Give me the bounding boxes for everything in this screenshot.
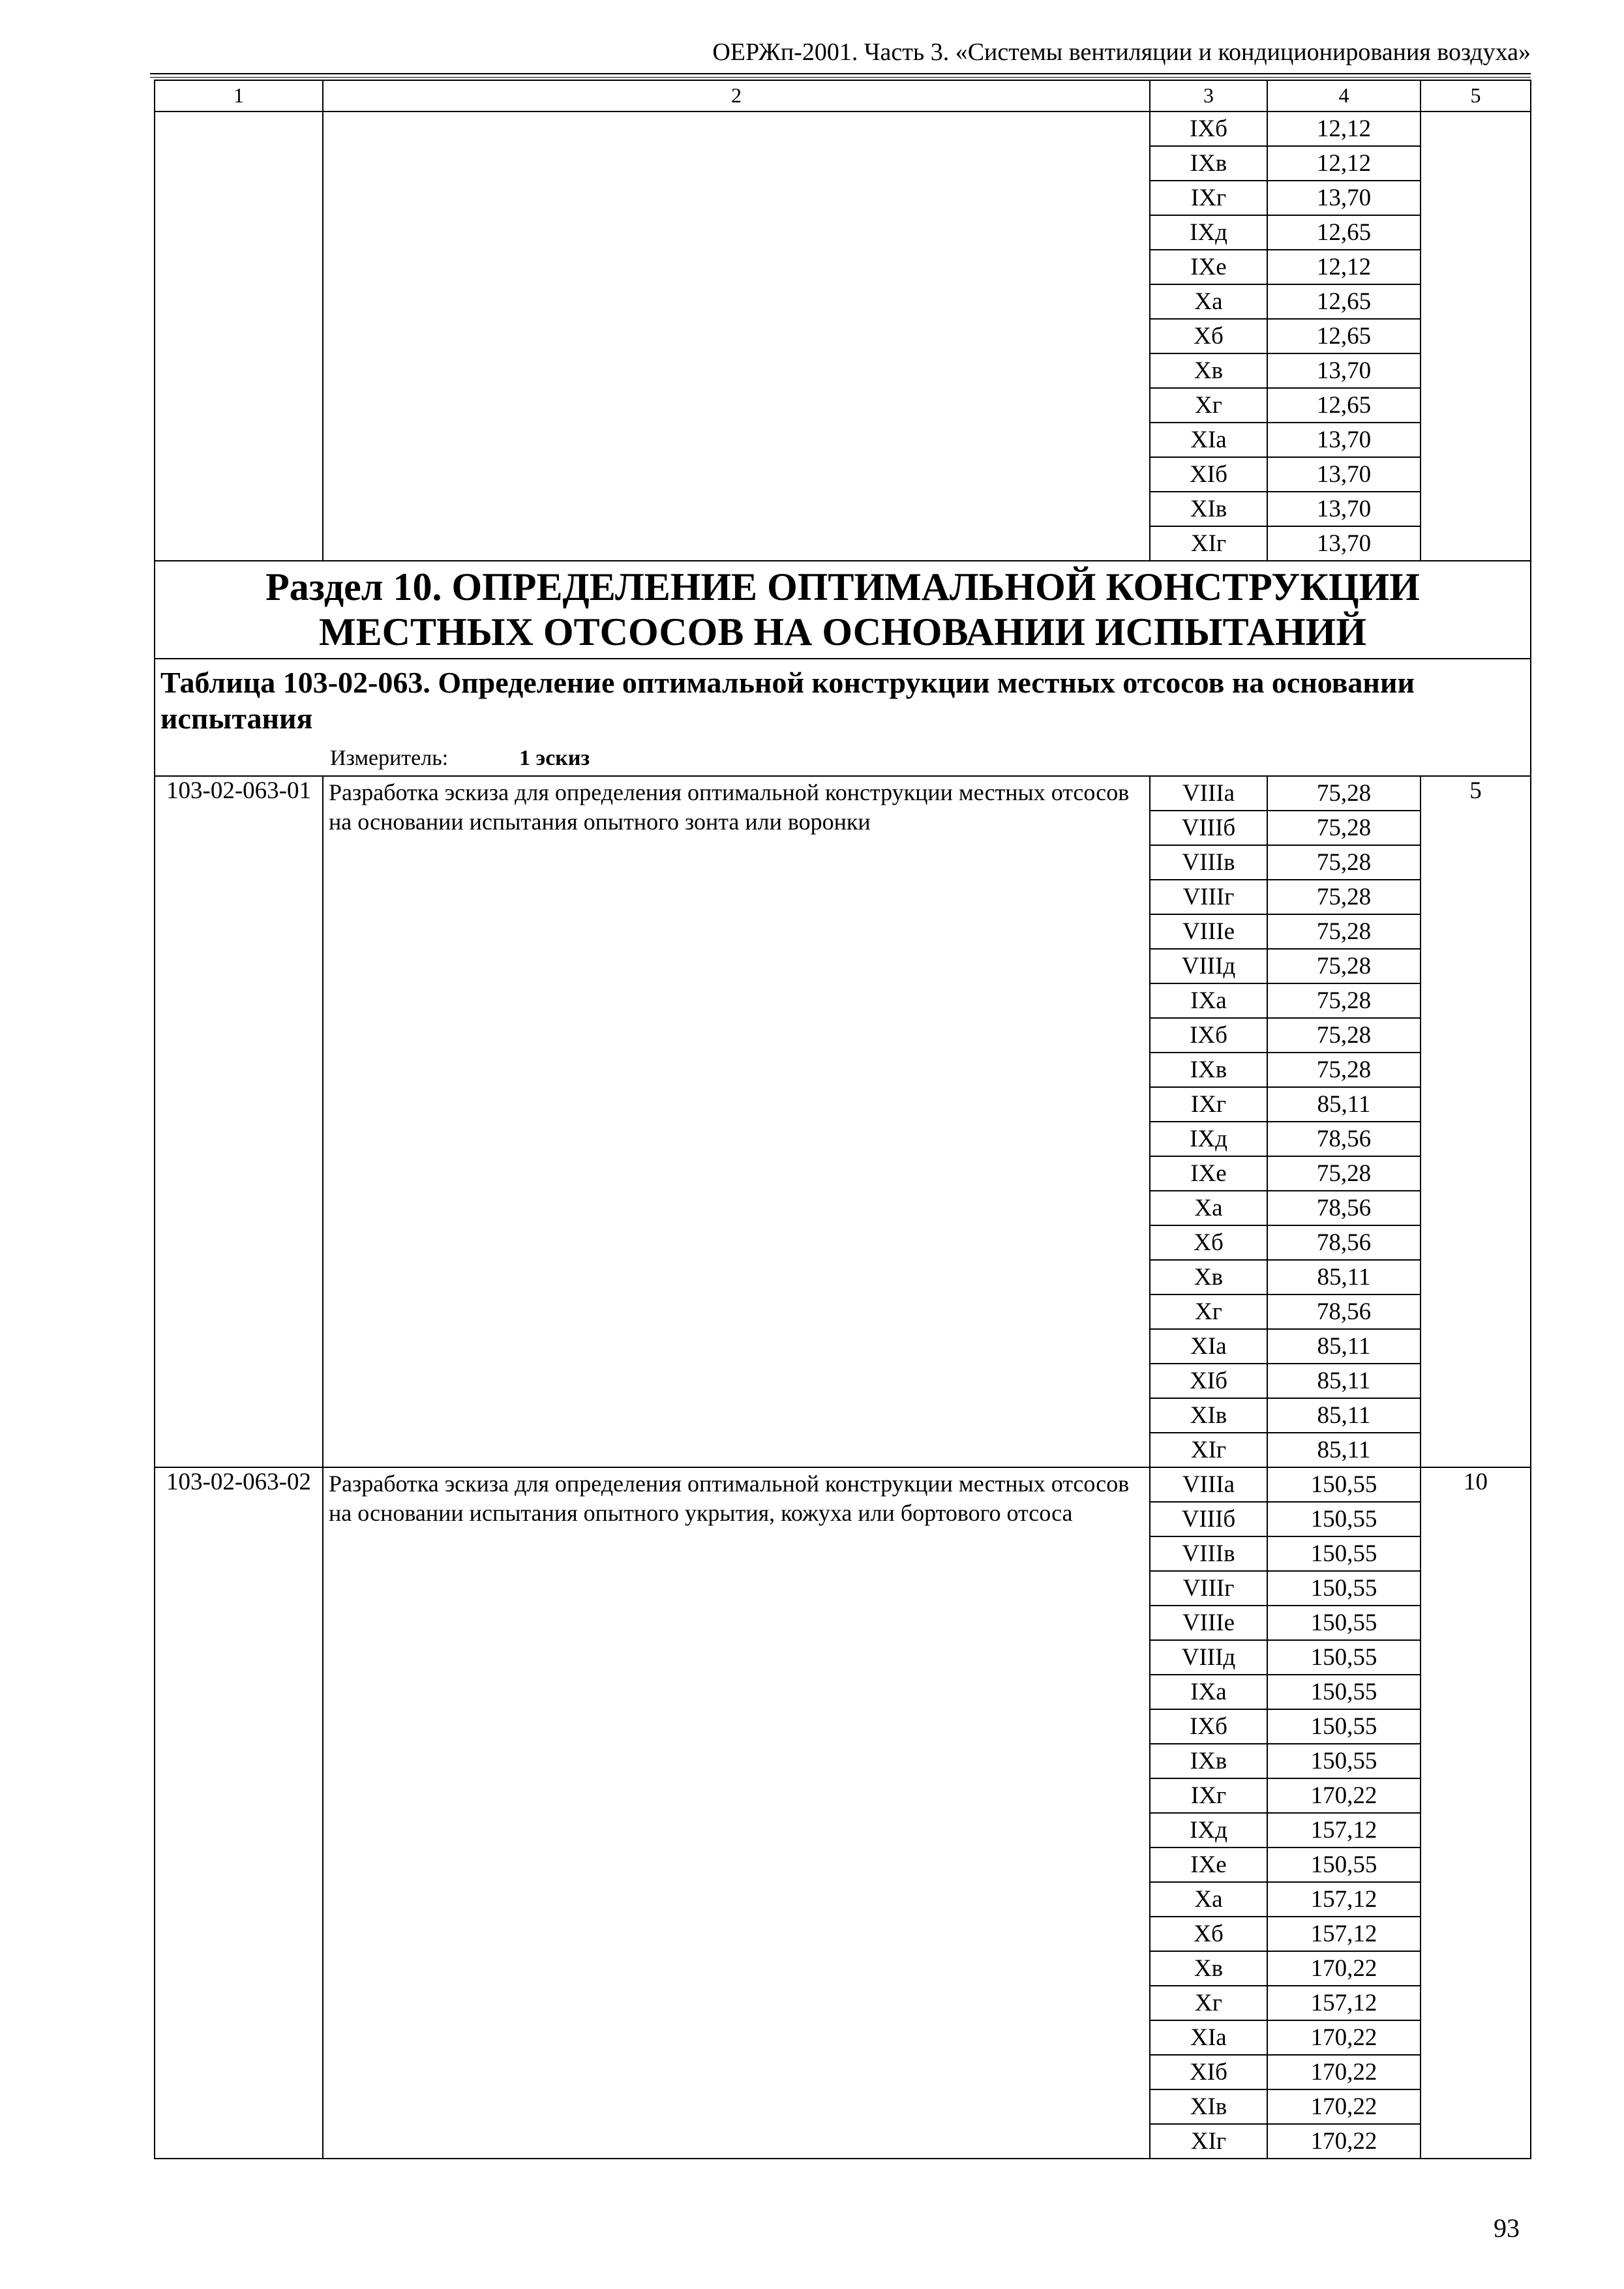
group-cell: VIIIе — [1150, 1606, 1267, 1640]
value-cell: 12,12 — [1267, 146, 1421, 181]
value-cell: 75,28 — [1267, 914, 1421, 949]
value-cell: 75,28 — [1267, 983, 1421, 1018]
value-cell: 12,65 — [1267, 388, 1421, 423]
item-description-text: Разработка эскиза для определения оптимальной конструкции местных отсосов на основании испытания опытного укрытия, кожуха или бортового отсоса — [329, 1471, 1130, 1526]
measurement-unit — [160, 745, 1525, 771]
value-cell: 170,22 — [1267, 2055, 1421, 2089]
value-cell: 75,28 — [1267, 880, 1421, 914]
group-cell: VIIIб — [1150, 811, 1267, 845]
value-cell: 85,11 — [1267, 1329, 1421, 1364]
group-cell: IXа — [1150, 1675, 1267, 1709]
group-cell: Xв — [1150, 1260, 1267, 1294]
group-cell: IXг — [1150, 181, 1267, 215]
group-cell: IXе — [1150, 250, 1267, 284]
value-cell: 85,11 — [1267, 1087, 1421, 1122]
group-cell: VIIIе — [1150, 914, 1267, 949]
group-cell: IXг — [1150, 1778, 1267, 1813]
group-cell: VIIIа — [1150, 1467, 1267, 1502]
description-cell — [323, 112, 1150, 561]
group-cell: IXб — [1150, 1709, 1267, 1744]
group-cell: VIIIд — [1150, 1640, 1267, 1675]
column-number: 3 — [1150, 80, 1267, 112]
value-cell: 85,11 — [1267, 1364, 1421, 1398]
value-cell: 170,22 — [1267, 1778, 1421, 1813]
value-cell: 157,12 — [1267, 1813, 1421, 1848]
value-cell: 150,55 — [1267, 1848, 1421, 1882]
group-cell: Xг — [1150, 388, 1267, 423]
section-title: Раздел 10. ОПРЕДЕЛЕНИЕ ОПТИМАЛЬНОЙ КОНСТРУКЦИИ МЕСТНЫХ ОТСОСОВ НА ОСНОВАНИИ ИСПЫТАНИЙ — [155, 561, 1531, 659]
group-cell: IXе — [1150, 1848, 1267, 1882]
group-cell: IXг — [1150, 1087, 1267, 1122]
code-cell — [155, 112, 323, 561]
table-title-cell — [155, 659, 1531, 776]
group-cell: Xв — [1150, 1951, 1267, 1986]
value-cell: 150,55 — [1267, 1571, 1421, 1606]
item-code: 103-02-063-02 — [155, 1467, 323, 2159]
value-cell: 150,55 — [1267, 1606, 1421, 1640]
group-cell: IXд — [1150, 215, 1267, 250]
column-number: 2 — [323, 80, 1150, 112]
header-rule — [150, 73, 1531, 78]
value-cell: 13,70 — [1267, 353, 1421, 388]
item-code: 103-02-063-01 — [155, 776, 323, 1467]
group-cell: XIв — [1150, 1398, 1267, 1433]
meter-unit: 1 эскиз — [519, 746, 590, 771]
value-cell: 150,55 — [1267, 1640, 1421, 1675]
group-cell: IXб — [1150, 112, 1267, 146]
column-number: 4 — [1267, 80, 1421, 112]
group-cell: XIа — [1150, 2020, 1267, 2055]
value-cell: 150,55 — [1267, 1709, 1421, 1744]
column-number: 5 — [1421, 80, 1531, 112]
value-cell: 12,12 — [1267, 112, 1421, 146]
value-cell: 13,70 — [1267, 181, 1421, 215]
value-cell: 13,70 — [1267, 492, 1421, 526]
value-cell: 12,65 — [1267, 319, 1421, 353]
item-description-text: Разработка эскиза для определения оптимальной конструкции местных отсосов на основании испытания опытного зонта или воронки — [329, 779, 1130, 835]
value-cell: 157,12 — [1267, 1882, 1421, 1917]
group-cell: VIIIг — [1150, 880, 1267, 914]
group-cell: XIг — [1150, 1433, 1267, 1467]
group-cell: IXд — [1150, 1122, 1267, 1156]
norms-table — [154, 80, 1531, 2159]
group-cell: Xб — [1150, 319, 1267, 353]
column-number: 1 — [155, 80, 323, 112]
value-cell: 150,55 — [1267, 1675, 1421, 1709]
value-cell: 75,28 — [1267, 949, 1421, 983]
running-title: ОЕРЖп-2001. Часть 3. «Системы вентиляции и кондиционирования воздуха» — [712, 38, 1531, 66]
section-row — [155, 561, 1531, 659]
value-cell: 85,11 — [1267, 1260, 1421, 1294]
group-cell: XIа — [1150, 1329, 1267, 1364]
value-cell: 170,22 — [1267, 2124, 1421, 2159]
item-description — [323, 776, 1150, 1467]
group-cell: XIг — [1150, 526, 1267, 561]
item-description — [323, 1467, 1150, 2159]
value-cell: 170,22 — [1267, 1951, 1421, 1986]
table-row — [155, 1467, 1531, 1502]
value-cell: 75,28 — [1267, 1156, 1421, 1191]
group-cell: VIIIг — [1150, 1571, 1267, 1606]
value-cell: 12,65 — [1267, 284, 1421, 319]
value-cell: 75,28 — [1267, 776, 1421, 811]
value-cell: 75,28 — [1267, 1053, 1421, 1087]
value-cell: 78,56 — [1267, 1191, 1421, 1225]
table-row — [155, 112, 1531, 146]
value-cell: 78,56 — [1267, 1122, 1421, 1156]
value-cell: 85,11 — [1267, 1433, 1421, 1467]
group-cell: Xб — [1150, 1225, 1267, 1260]
value-cell: 13,70 — [1267, 526, 1421, 561]
norm-cell — [1421, 112, 1531, 561]
value-cell: 12,12 — [1267, 250, 1421, 284]
group-cell: Xа — [1150, 284, 1267, 319]
value-cell: 78,56 — [1267, 1294, 1421, 1329]
page-number: 93 — [1494, 2213, 1520, 2243]
group-cell: VIIIд — [1150, 949, 1267, 983]
value-cell: 75,28 — [1267, 811, 1421, 845]
group-cell: Xг — [1150, 1294, 1267, 1329]
group-cell: VIIIв — [1150, 1536, 1267, 1571]
value-cell: 157,12 — [1267, 1917, 1421, 1951]
group-cell: IXе — [1150, 1156, 1267, 1191]
group-cell: Xа — [1150, 1191, 1267, 1225]
value-cell: 150,55 — [1267, 1502, 1421, 1536]
group-cell: XIв — [1150, 492, 1267, 526]
group-cell: IXв — [1150, 1053, 1267, 1087]
column-number-row — [155, 80, 1531, 112]
table-title-row — [155, 659, 1531, 776]
group-cell: IXа — [1150, 983, 1267, 1018]
value-cell: 150,55 — [1267, 1467, 1421, 1502]
value-cell: 157,12 — [1267, 1986, 1421, 2020]
group-cell: XIб — [1150, 2055, 1267, 2089]
value-cell: 75,28 — [1267, 845, 1421, 880]
table-title: Таблица 103-02-063. Определение оптимальной конструкции местных отсосов на основании испытания — [160, 666, 1415, 736]
norms-table-body — [155, 80, 1531, 2159]
value-cell: 13,70 — [1267, 457, 1421, 492]
group-cell: IXб — [1150, 1018, 1267, 1053]
value-cell: 170,22 — [1267, 2020, 1421, 2055]
group-cell: XIг — [1150, 2124, 1267, 2159]
value-cell: 85,11 — [1267, 1398, 1421, 1433]
group-cell: XIв — [1150, 2089, 1267, 2124]
group-cell: Xа — [1150, 1882, 1267, 1917]
group-cell: VIIIб — [1150, 1502, 1267, 1536]
table-row — [155, 776, 1531, 811]
group-cell: VIIIа — [1150, 776, 1267, 811]
value-cell: 75,28 — [1267, 1018, 1421, 1053]
group-cell: XIб — [1150, 1364, 1267, 1398]
value-cell: 78,56 — [1267, 1225, 1421, 1260]
group-cell: VIIIв — [1150, 845, 1267, 880]
group-cell: Xб — [1150, 1917, 1267, 1951]
group-cell: XIб — [1150, 457, 1267, 492]
group-cell: XIа — [1150, 423, 1267, 457]
value-cell: 13,70 — [1267, 423, 1421, 457]
meter-label: Измеритель: — [330, 746, 449, 771]
value-cell: 170,22 — [1267, 2089, 1421, 2124]
group-cell: Xг — [1150, 1986, 1267, 2020]
value-cell: 150,55 — [1267, 1744, 1421, 1778]
value-cell: 12,65 — [1267, 215, 1421, 250]
group-cell: IXв — [1150, 1744, 1267, 1778]
group-cell: IXв — [1150, 146, 1267, 181]
group-cell: IXд — [1150, 1813, 1267, 1848]
group-cell: Xв — [1150, 353, 1267, 388]
value-cell: 150,55 — [1267, 1536, 1421, 1571]
item-norm: 5 — [1421, 776, 1531, 1467]
item-norm: 10 — [1421, 1467, 1531, 2159]
